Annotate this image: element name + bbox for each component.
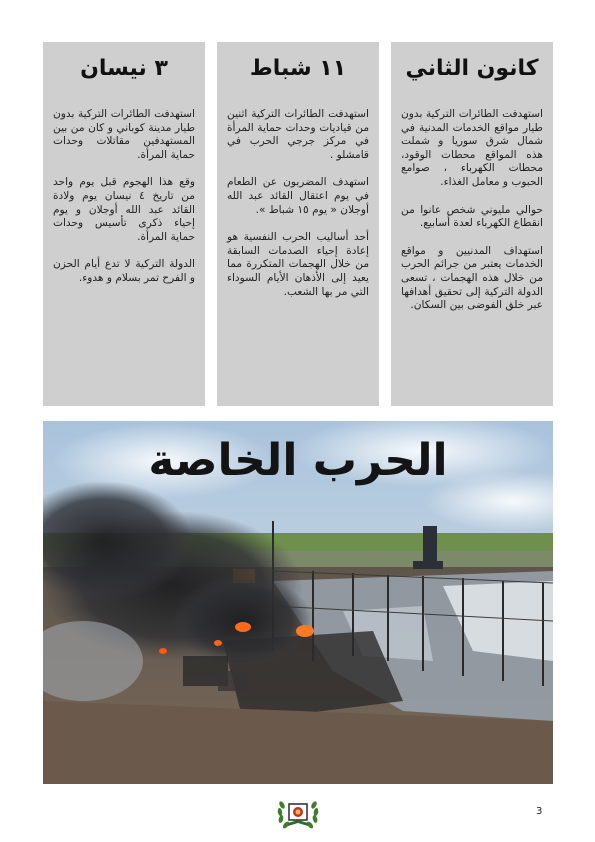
- photo-title: الحرب الخاصة: [148, 435, 448, 486]
- column-april: [43, 42, 205, 406]
- paragraph: أحد أساليب الحرب النفسية هو إعادة إحياء الصدمات السابقة من خلال الهجمات المتكررة مما يعيد إلى الأذهان الأيام السوداء التي مر بها الشعب.: [227, 231, 369, 298]
- paragraph: استهداف المدنيين و مواقع الخدمات يعتبر من جرائم الحرب من خلال هذه الهجمات ، تسعى الدولة التركية إلى تحقيق أهدافها عبر خلق الفوضى بين السكان.: [401, 244, 543, 312]
- paragraph: الدولة التركية لا تدع أيام الحزن و الفرح تمر بسلام و هدوء.: [53, 258, 195, 284]
- column-january: [391, 42, 553, 406]
- column-body: [401, 108, 543, 327]
- paragraph: استهدفت الطائرات التركية بدون طيار مدينة كوباني و كان من بين المستهدفين مقاتلات وحدات حماية المرأة.: [53, 108, 195, 161]
- wreath-emblem-icon: [276, 793, 320, 833]
- column-title: ١١ شباط: [249, 56, 347, 81]
- war-scene-photo: [43, 421, 553, 784]
- paragraph: حوالي مليوني شخص عانوا من انقطاع الكهرباء لعدة أسابيع.: [401, 203, 543, 230]
- column-title: كانون الثاني: [405, 56, 539, 81]
- paragraph: استهدفت الطائرات التركية اثنين من قياديات وحدات حماية المرأة في مركز جرجي الحرب في قامشلو .: [227, 108, 369, 161]
- page-number: 3: [536, 806, 543, 817]
- column-body: [227, 108, 369, 313]
- paragraph: استهدفت الطائرات التركية بدون طيار مواقع الخدمات المدنية في شمال شرق سوريا و شملت هذه المواقع محطات الوقود، محطات الكهرباء ، صوامع الحبوب و معامل الغذاء.: [401, 108, 543, 188]
- column-february: [217, 42, 379, 406]
- paragraph: استهدف المضربون عن الطعام في يوم اعتقال القائد عبد الله أوجلان « يوم ١٥ شباط ».: [227, 176, 369, 216]
- column-body: [53, 108, 195, 300]
- paragraph: وقع هذا الهجوم قبل يوم واحد من تاريخ ٤ نيسان يوم ولادة القائد عبد الله أوجلان و يوم إحياء ذكرى تأسيس وحدات حماية المرأة.: [53, 176, 195, 243]
- column-title: ٣ نيسان: [80, 56, 168, 81]
